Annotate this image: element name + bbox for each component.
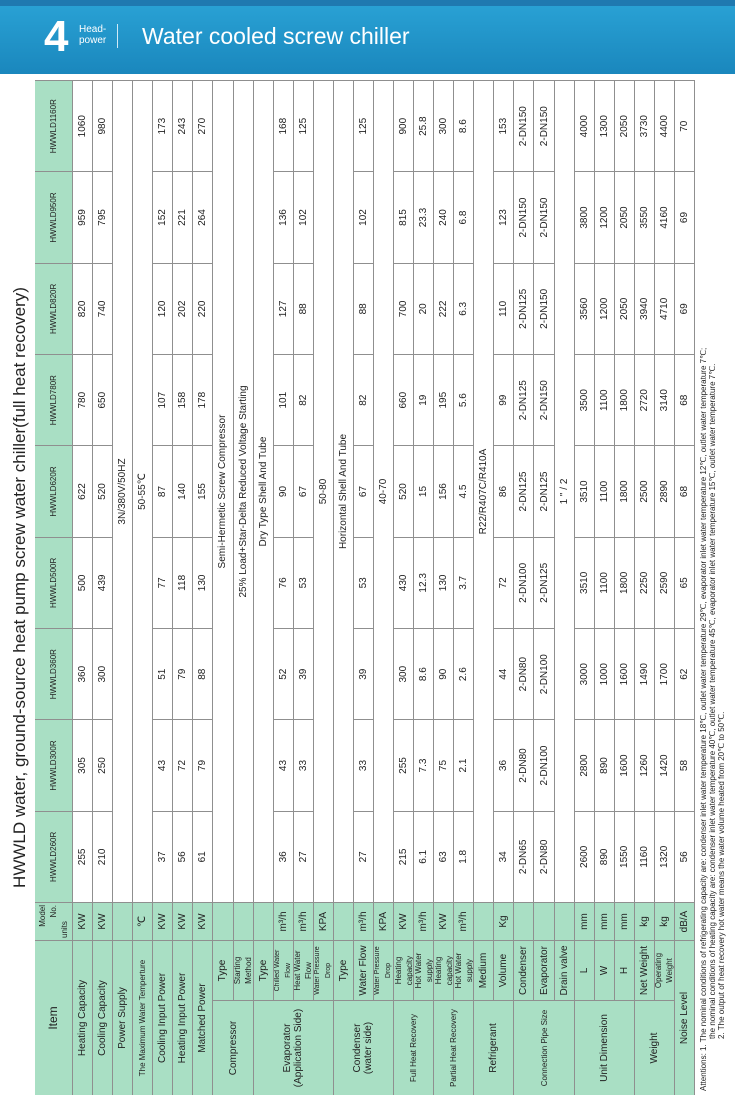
row-unit: mm [595,902,615,940]
row-value: 125 [294,80,314,171]
row-sub-label: Net Weight [635,940,655,1000]
row-value: 222 [434,263,454,354]
row-value: 67 [354,445,374,536]
row-value: 2-DN150 [514,80,534,171]
row-value: 202 [173,263,193,354]
row-value: 90 [274,445,294,536]
row-unit: KPA [314,902,334,940]
model-header: HWWLD360R [35,628,73,719]
row-sub-label: Type [213,940,233,1000]
row-value: 69 [675,171,695,262]
row-value: 136 [274,171,294,262]
model-header: HWWLD1160R [35,80,73,171]
row-value: 2890 [655,445,675,536]
row-sub-label: Evaporator [534,940,554,1000]
row-value: 2-DN150 [534,80,554,171]
row-value: 67 [294,445,314,536]
row-value: 156 [434,445,454,536]
row-value: 520 [93,445,113,536]
row-sub-label: Type [254,940,274,1000]
row-value: 37 [153,811,173,902]
row-value: 1060 [73,80,93,171]
row-value: 305 [73,719,93,810]
row-group-label: Evaporator (Application Side) [254,1000,334,1095]
row-value: 79 [193,719,213,810]
row-value: 3560 [575,263,595,354]
row-sub-label: Water Pressure Drop [314,940,334,1000]
head-label-line-1: Head- [79,24,107,35]
row-value: 430 [394,537,414,628]
item-header: Item [35,940,73,1095]
row-value: 220 [193,263,213,354]
row-value: 88 [354,263,374,354]
banner-stripe [0,0,735,6]
row-sub-label: Hot Water supply [414,940,434,1000]
row-value: 2-DN80 [514,628,534,719]
row-value: 3940 [635,263,655,354]
row-value: 76 [274,537,294,628]
row-value: 140 [173,445,193,536]
row-value: 2.6 [454,628,474,719]
page-title: Water cooled screw chiller [142,23,410,49]
row-unit [113,902,133,940]
row-unit [474,902,494,940]
row-value: 72 [494,537,514,628]
row-value: 1420 [655,719,675,810]
spec-sheet [5,80,730,1095]
row-group-label: Compressor [213,1000,253,1095]
row-value: 210 [93,811,113,902]
row-value: 15 [414,445,434,536]
model-header: HWWLD950R [35,171,73,262]
row-value: 62 [675,628,695,719]
row-value: 110 [494,263,514,354]
row-value: 155 [193,445,213,536]
row-value: 75 [434,719,454,810]
attention-notes [699,86,726,1091]
row-unit: KW [73,902,93,940]
row-value: 1.8 [454,811,474,902]
row-label: Cooling Capacity [93,940,113,1095]
row-unit: KW [394,902,414,940]
row-value: 2-DN100 [534,628,554,719]
row-unit: KW [193,902,213,940]
table-title: HWWLD water, ground-source heat pump screw water chiller(full heat recovery) [10,287,29,888]
row-sub-label: H [615,940,635,1000]
row-unit: kg [655,902,675,940]
row-sub-label: Hot Water supply [454,940,474,1000]
row-value: 153 [494,80,514,171]
row-label: Heating Capacity [73,940,93,1095]
row-value: 56 [173,811,193,902]
row-value: 700 [394,263,414,354]
spec-table [35,80,695,1095]
row-value: 39 [354,628,374,719]
row-value-span: 50-80 [314,80,334,902]
row-value-span: 40-70 [374,80,394,902]
row-unit: Kg [494,902,514,940]
row-unit: KW [93,902,113,940]
row-value: 1200 [595,171,615,262]
row-value: 2-DN125 [514,445,534,536]
row-value: 650 [93,354,113,445]
row-value: 1100 [595,354,615,445]
row-unit: KW [434,902,454,940]
row-value: 130 [193,537,213,628]
row-value: 300 [93,628,113,719]
row-value: 36 [274,811,294,902]
row-sub-label: Drain valve [555,940,575,1000]
row-value: 2-DN65 [514,811,534,902]
row-value: 250 [93,719,113,810]
row-value: 1200 [595,263,615,354]
row-value: 622 [73,445,93,536]
row-unit: m³/h [454,902,474,940]
row-value-span: Semi-Hermetic Screw Compressor [213,80,233,902]
row-unit [534,902,554,940]
row-value: 240 [434,171,454,262]
row-value: 815 [394,171,414,262]
section-number: 4 [44,12,69,61]
row-sub-label: Heating capacity [434,940,454,1000]
row-value: 1100 [595,537,615,628]
row-value: 88 [294,263,314,354]
row-value: 118 [173,537,193,628]
row-value: 740 [93,263,113,354]
row-value: 3000 [575,628,595,719]
row-value: 53 [294,537,314,628]
row-value: 87 [153,445,173,536]
row-value: 101 [274,354,294,445]
row-value: 82 [294,354,314,445]
row-value: 1100 [595,445,615,536]
corner-model-label: Model No. [38,905,58,927]
row-unit: m³/h [414,902,434,940]
row-value: 63 [434,811,454,902]
row-label: Matched Power [193,940,213,1095]
row-label: Power Supply [113,940,133,1095]
row-value: 2-DN100 [514,537,534,628]
row-unit: m³/h [294,902,314,940]
row-sub-label: Starting Method [234,940,254,1000]
row-value: 8.6 [414,628,434,719]
row-value: 1320 [655,811,675,902]
row-value: 5.6 [454,354,474,445]
row-value: 79 [173,628,193,719]
row-value: 2050 [615,263,635,354]
row-value: 127 [274,263,294,354]
row-sub-label: W [595,940,615,1000]
row-value: 4160 [655,171,675,262]
row-value: 270 [193,80,213,171]
model-header: HWWLD820R [35,263,73,354]
row-value: 2-DN150 [534,171,554,262]
row-label: The Maximum Water Temperture [133,940,153,1095]
row-value: 58 [675,719,695,810]
row-value: 221 [173,171,193,262]
row-value: 1260 [635,719,655,810]
section-head-label [79,24,106,46]
row-value: 520 [394,445,414,536]
row-value: 27 [354,811,374,902]
row-value: 255 [394,719,414,810]
row-value: 168 [274,80,294,171]
row-value: 1490 [635,628,655,719]
attention-note: 2. The output of heat recovery hot water means the water volume heated from 20℃ to 50℃. [717,711,726,1039]
row-value: 1000 [595,628,615,719]
row-sub-label: Medium [474,940,494,1000]
row-value: 6.1 [414,811,434,902]
row-value: 90 [434,628,454,719]
row-value: 43 [153,719,173,810]
row-value: 61 [193,811,213,902]
row-value: 25.8 [414,80,434,171]
row-value: 2-DN150 [514,171,534,262]
row-value: 68 [675,354,695,445]
row-unit [334,902,354,940]
model-units-corner [35,902,73,940]
row-sub-label: Heating capacity [394,940,414,1000]
row-value: 215 [394,811,414,902]
row-sub-label: Water Pressure Drop [374,940,394,1000]
row-value: 890 [595,719,615,810]
row-value: 52 [274,628,294,719]
row-value: 3800 [575,171,595,262]
row-value: 1800 [615,445,635,536]
row-value: 300 [394,628,414,719]
row-unit: KPA [374,902,394,940]
row-value: 2600 [575,811,595,902]
row-value: 2050 [615,80,635,171]
row-value: 4000 [575,80,595,171]
row-value: 1800 [615,354,635,445]
row-value: 243 [173,80,193,171]
row-label: Cooling Input Power [153,940,173,1095]
row-sub-label: Heat Water Flow [294,940,314,1000]
row-value: 102 [294,171,314,262]
model-header: HWWLD780R [35,354,73,445]
row-unit: m³/h [274,902,294,940]
row-value: 99 [494,354,514,445]
row-value: 130 [434,537,454,628]
row-value: 1160 [635,811,655,902]
row-value: 2-DN150 [534,263,554,354]
row-value: 1300 [595,80,615,171]
row-unit: mm [575,902,595,940]
row-unit [213,902,233,940]
attention-note: the nominal conditions of heating capacity are: condenser inlet water temperature 40℃, outlet water temperature 45℃, evaporator inlet water temperature 15℃, outlet water temperature 7℃. [708,363,717,1039]
row-value: 959 [73,171,93,262]
row-value: 82 [354,354,374,445]
row-unit: mm [615,902,635,940]
row-value: 780 [73,354,93,445]
row-value: 1550 [615,811,635,902]
row-unit: ℃ [133,902,153,940]
row-group-label: Partial Heat Recovery [434,1000,474,1095]
row-value: 820 [73,263,93,354]
row-sub-label: L [575,940,595,1000]
row-value: 70 [675,80,695,171]
row-value: 3510 [575,445,595,536]
row-value: 3.7 [454,537,474,628]
row-value-span: Horizontal Shell And Tube [334,80,354,902]
row-value: 1600 [615,719,635,810]
model-header: HWWLD620R [35,445,73,536]
row-value: 890 [595,811,615,902]
row-value: 19 [414,354,434,445]
row-value: 27 [294,811,314,902]
row-value: 264 [193,171,213,262]
row-group-label: Unit Dimension [575,1000,635,1095]
row-value: 43 [274,719,294,810]
row-value: 3550 [635,171,655,262]
row-value: 980 [93,80,113,171]
row-value: 3510 [575,537,595,628]
row-sub-label: Type [334,940,354,1000]
row-value: 125 [354,80,374,171]
row-value-span: 1 " / 2 [555,80,575,902]
row-value: 53 [354,537,374,628]
row-value: 2-DN125 [534,537,554,628]
row-group-label: Weight [635,1000,675,1095]
row-value: 6.3 [454,263,474,354]
row-value: 88 [193,628,213,719]
row-value: 795 [93,171,113,262]
model-header: HWWLD260R [35,811,73,902]
row-sub-label: Water Flow [354,940,374,1000]
row-label: Noise Level [675,940,695,1095]
row-value: 3500 [575,354,595,445]
head-label-line-2: power [79,35,107,46]
row-value: 34 [494,811,514,902]
row-value: 6.8 [454,171,474,262]
row-value: 2-DN150 [534,354,554,445]
row-value: 2-DN80 [514,719,534,810]
row-group-label: Connection Pipe Size [514,1000,574,1095]
row-unit: KW [153,902,173,940]
model-header: HWWLD500R [35,537,73,628]
row-value: 4.5 [454,445,474,536]
row-value: 2590 [655,537,675,628]
row-value: 44 [494,628,514,719]
row-sub-label: Condenser [514,940,534,1000]
attention-note: Attentions: 1. The nominal conditions of refrigerating capacity are: condenser inlet water temperature 18℃, outlet water temperature 29℃, evaporator inlet water temperature 12℃, outlet water temperature 7℃; [699,347,708,1091]
row-value: 2250 [635,537,655,628]
row-value: 36 [494,719,514,810]
row-unit [254,902,274,940]
row-unit: kg [635,902,655,940]
row-label: Heating Input Power [173,940,193,1095]
row-value: 1700 [655,628,675,719]
row-value: 1800 [615,537,635,628]
row-value: 2500 [635,445,655,536]
row-value: 39 [294,628,314,719]
row-value: 123 [494,171,514,262]
row-value: 72 [173,719,193,810]
row-value: 65 [675,537,695,628]
row-value: 56 [675,811,695,902]
row-value: 300 [434,80,454,171]
row-value: 20 [414,263,434,354]
row-value: 500 [73,537,93,628]
row-value: 900 [394,80,414,171]
row-value-span: Dry Type Shell And Tube [254,80,274,902]
row-value: 158 [173,354,193,445]
row-sub-label: Volume [494,940,514,1000]
row-value: 2.1 [454,719,474,810]
row-value: 3730 [635,80,655,171]
row-value: 33 [354,719,374,810]
row-value: 2050 [615,171,635,262]
row-value: 360 [73,628,93,719]
row-value-span: R22/R407C/R410A [474,80,494,902]
row-value-span: 50-55℃ [133,80,153,902]
row-value: 107 [153,354,173,445]
row-value: 255 [73,811,93,902]
row-value: 2-DN125 [514,354,534,445]
row-value: 68 [675,445,695,536]
row-value: 2-DN125 [514,263,534,354]
row-value: 2-DN100 [534,719,554,810]
header-banner [0,0,735,74]
row-unit [555,902,575,940]
row-value: 69 [675,263,695,354]
row-value: 33 [294,719,314,810]
model-header: HWWLD300R [35,719,73,810]
row-value: 4710 [655,263,675,354]
row-value: 102 [354,171,374,262]
row-value: 152 [153,171,173,262]
row-value: 12.3 [414,537,434,628]
row-unit [234,902,254,940]
row-unit: dB/A [675,902,695,940]
row-value: 2720 [635,354,655,445]
row-value: 51 [153,628,173,719]
row-value: 1600 [615,628,635,719]
row-value-span: 3N/380V/50HZ [113,80,133,902]
row-value: 77 [153,537,173,628]
row-value: 2-DN125 [534,445,554,536]
row-sub-label: Operating Weight [655,940,675,1000]
row-value: 173 [153,80,173,171]
banner-separator [117,24,118,48]
row-group-label: Condenser (water side) [334,1000,394,1095]
row-value: 120 [153,263,173,354]
row-value: 4400 [655,80,675,171]
corner-units-label: units [60,921,69,938]
row-sub-label: Chilled Water Flow [274,940,294,1000]
row-value-span: 25% Load+Star-Delta Reduced Voltage Starting [234,80,254,902]
row-value: 3140 [655,354,675,445]
row-value: 439 [93,537,113,628]
row-group-label: Full Heat Recovery [394,1000,434,1095]
row-unit: m³/h [354,902,374,940]
row-unit: KW [173,902,193,940]
row-value: 195 [434,354,454,445]
row-value: 8.6 [454,80,474,171]
row-value: 7.3 [414,719,434,810]
row-value: 86 [494,445,514,536]
row-group-label: Refrigerant [474,1000,514,1095]
row-value: 23.3 [414,171,434,262]
row-value: 2800 [575,719,595,810]
row-value: 2-DN80 [534,811,554,902]
row-value: 178 [193,354,213,445]
row-value: 660 [394,354,414,445]
row-unit [514,902,534,940]
